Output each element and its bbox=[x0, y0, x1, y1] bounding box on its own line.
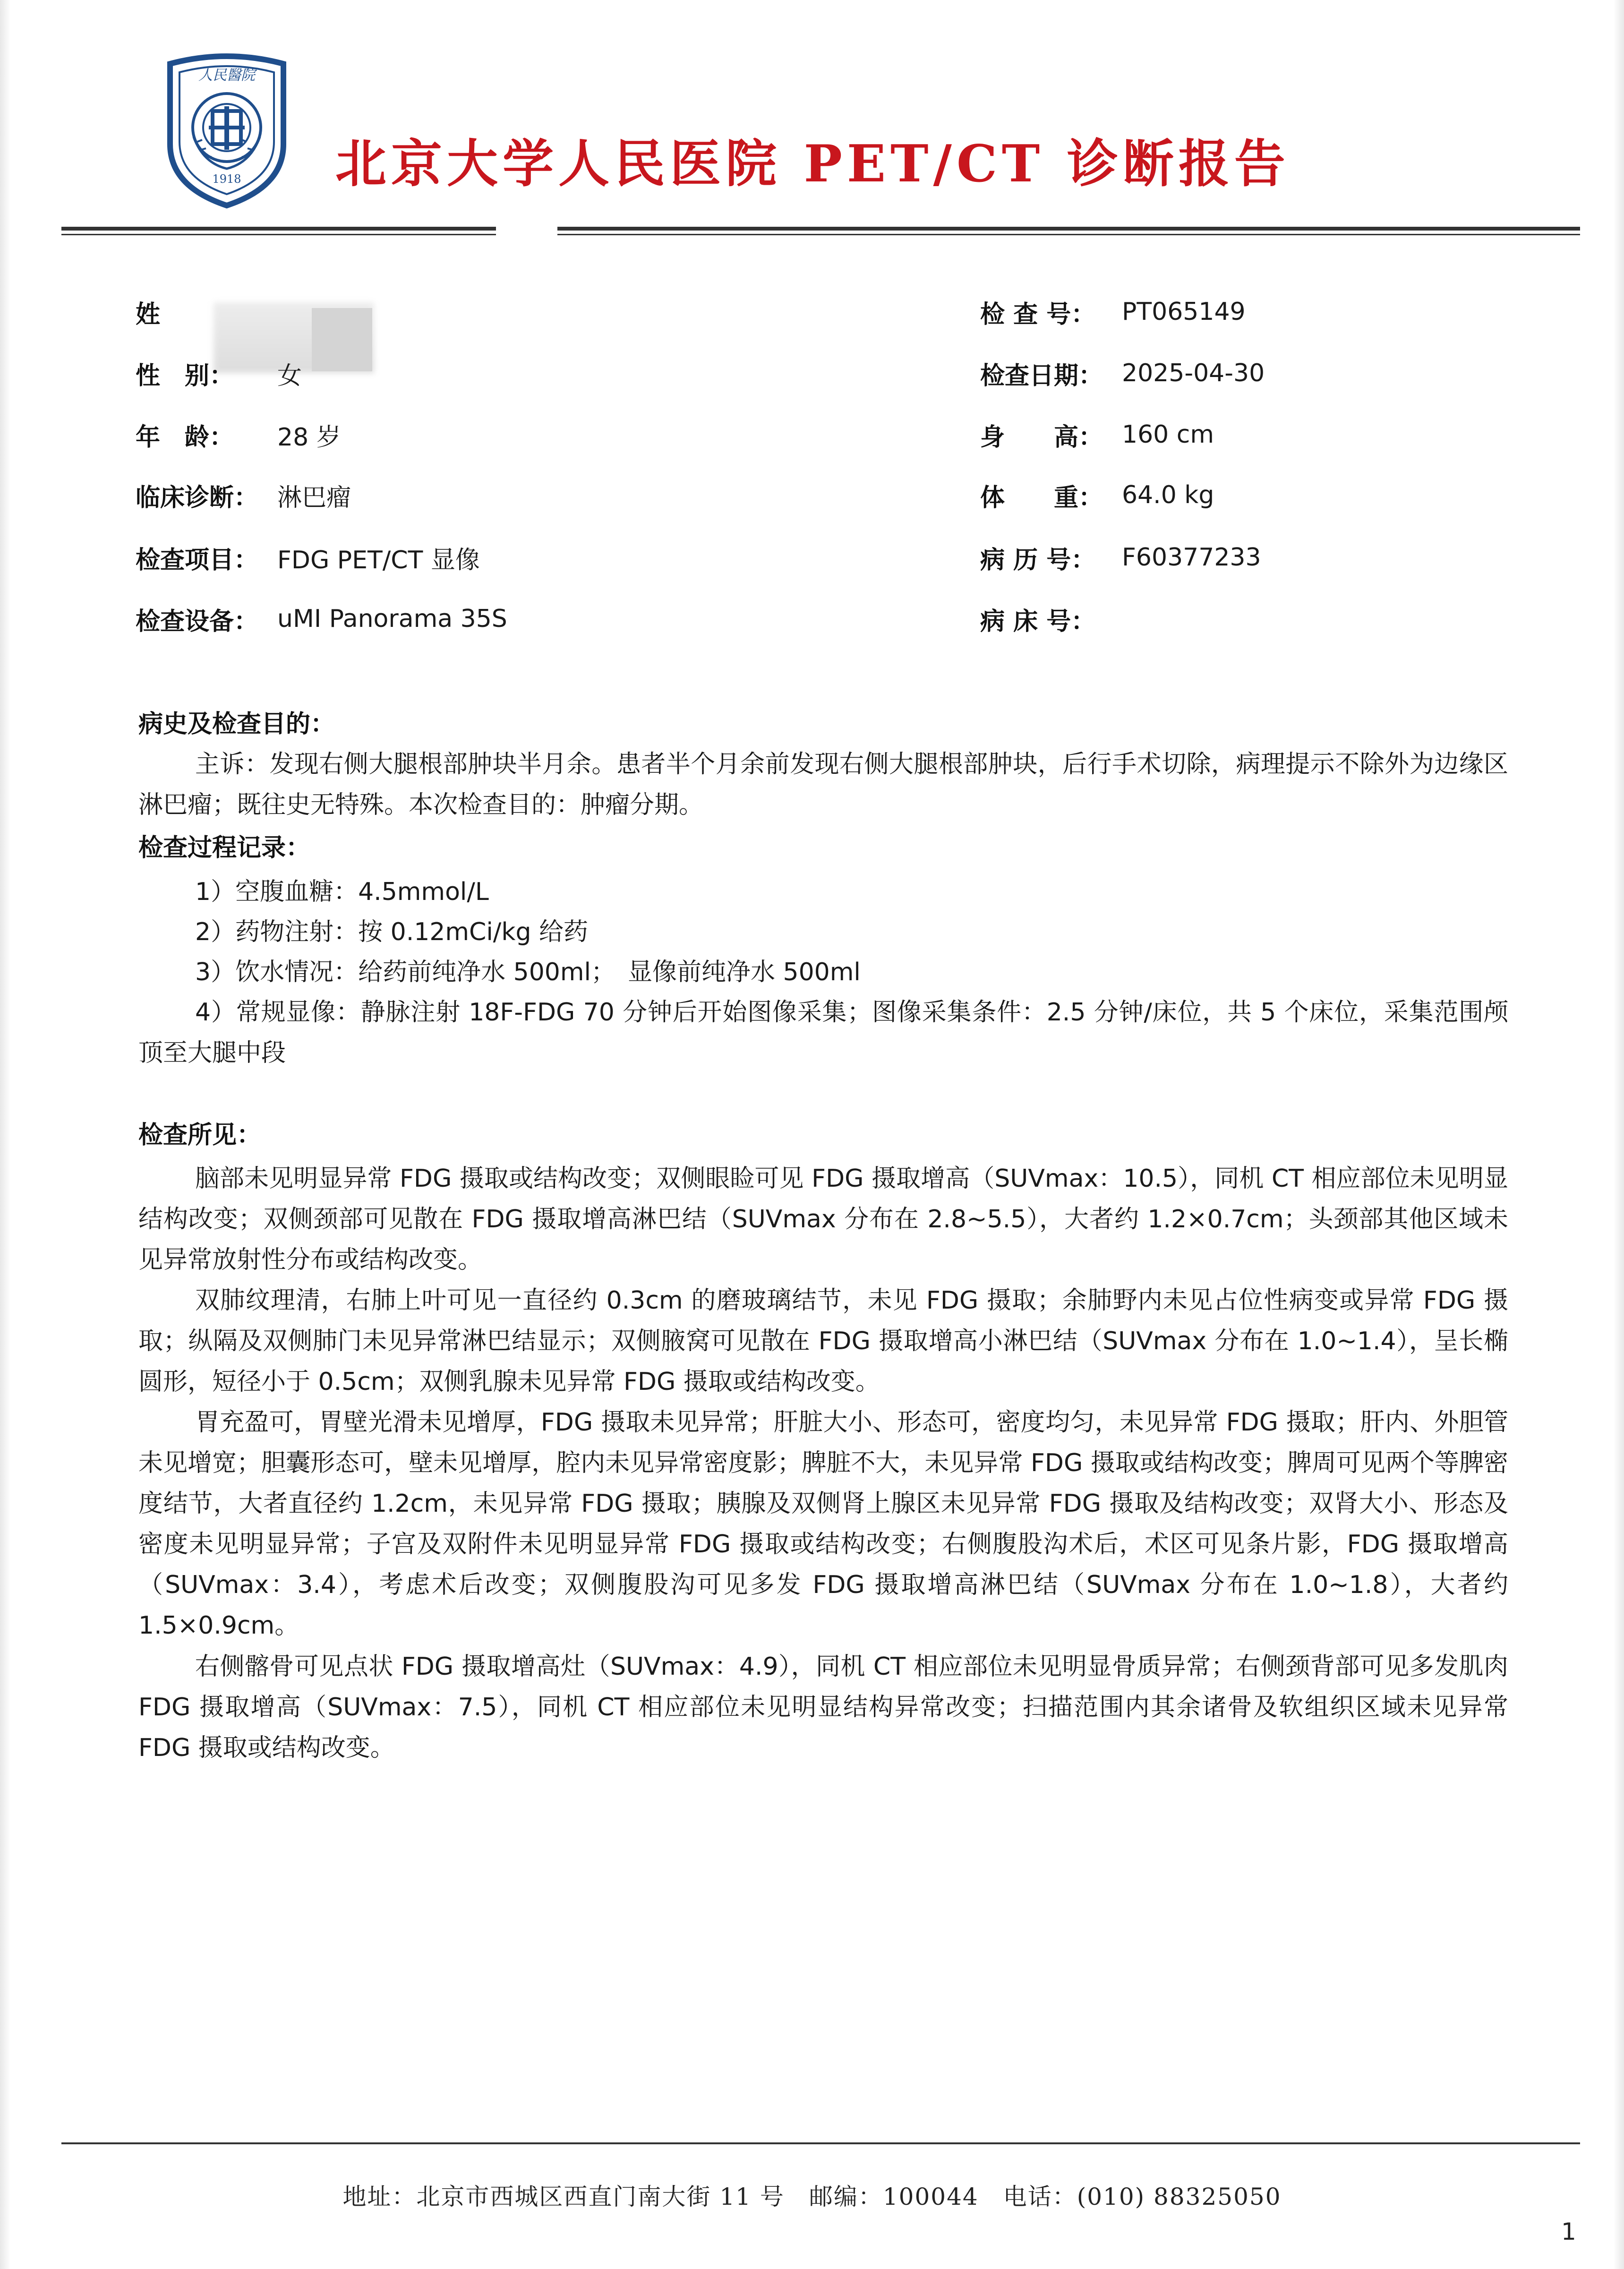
header-rule-left bbox=[61, 227, 496, 235]
bed-no-row bbox=[980, 602, 1122, 635]
footer-address: 地址：北京市西城区西直门南大街 11 号 邮编：100044 电话：(010) 88325050 bbox=[342, 2183, 1282, 2210]
exam-no-row bbox=[980, 295, 1246, 328]
seal-year: 1918 bbox=[212, 172, 241, 186]
exam-date-value: 2025-04-30 bbox=[1122, 359, 1265, 387]
procedure-step-1: 1）空腹血糖：4.5mmol/L bbox=[195, 878, 489, 906]
page-number: 1 bbox=[1561, 2218, 1576, 2245]
gender-value: 女 bbox=[277, 361, 302, 390]
gender-row bbox=[136, 357, 302, 390]
diagnosis-value: 淋巴瘤 bbox=[277, 483, 351, 512]
findings-paragraph-4: 右侧髂骨可见点状 FDG 摄取增高灶（SUVmax：4.9），同机 CT 相应部位未见明显骨质异常；右侧颈背部可见多发肌肉 FDG 摄取增高（SUVmax：7.5），同机 CT 相应部位未见明显结构异常改变；扫描范围内其余诸骨及软组织区域未见异常 FDG 摄取或结构改变。 bbox=[138, 1653, 1508, 1762]
device-label: 检查设备： bbox=[136, 607, 259, 636]
record-no-label: 病 历 号： bbox=[980, 546, 1096, 574]
procedure-step-2: 2）药物注射：按 0.12mCi/kg 给药 bbox=[195, 918, 588, 946]
age-value: 28 岁 bbox=[277, 423, 341, 452]
exam-no-label: 检 查 号： bbox=[980, 300, 1096, 329]
exam-item-value: FDG PET/CT 显像 bbox=[277, 546, 480, 574]
history-text: 主诉：发现右侧大腿根部肿块半月余。患者半个月余前发现右侧大腿根部肿块，后行手术切除，病理提示不除外为边缘区淋巴瘤；既往史无特殊。本次检查目的：肿瘤分期。 bbox=[138, 750, 1508, 819]
scan-edge-right bbox=[1614, 0, 1624, 2269]
exam-item-label: 检查项目： bbox=[136, 546, 259, 574]
findings-paragraph-3: 胃充盈可，胃壁光滑未见增厚，FDG 摄取未见异常；肝脏大小、形态可，密度均匀，未见异常 FDG 摄取；肝内、外胆管未见增宽；胆囊形态可，壁未见增厚，腔内未见异常密度影；脾脏不大，未见异常 FDG 摄取或结构改变；脾周可见两个等脾密度结节，大者直径约 1.2cm，未见异常 FDG 摄取；胰腺及双侧肾上腺区未见异常 FDG 摄取及结构改变；双肾大小、形态及密度未见明显异常；子宫及双附件未见明显异常 FDG 摄取或结构改变；右侧腹股沟术后，术区可见条片影，FDG 摄取增高（SUVmax：3.4），考虑术后改变；双侧腹股沟可见多发 FDG 摄取增高淋巴结（SUVmax 分布在 1.0~1.8），大者约 1.5×0.9cm。 bbox=[138, 1408, 1508, 1640]
weight-value: 64.0 kg bbox=[1122, 481, 1214, 509]
exam-date-label: 检查日期： bbox=[980, 361, 1103, 390]
procedure-step-3: 3）饮水情况：给药前纯净水 500ml； 显像前纯净水 500ml bbox=[195, 958, 861, 986]
procedure-heading: 检查过程记录： bbox=[138, 834, 311, 862]
footer-rule bbox=[61, 2142, 1580, 2144]
device-row bbox=[136, 602, 507, 635]
redacted-name-block bbox=[312, 308, 372, 371]
age-label: 年 龄： bbox=[136, 423, 234, 452]
procedure-step-4: 4）常规显像：静脉注射 18F-FDG 70 分钟后开始图像采集；图像采集条件：2.5 分钟/床位，共 5 个床位，采集范围颅顶至大腿中段 bbox=[138, 998, 1508, 1067]
weight-row bbox=[980, 479, 1214, 512]
height-label: 身 高： bbox=[980, 423, 1103, 452]
exam-date-row bbox=[980, 357, 1265, 390]
findings-paragraph-2: 双肺纹理清，右肺上叶可见一直径约 0.3cm 的磨玻璃结节，未见 FDG 摄取；余肺野内未见占位性病变或异常 FDG 摄取；纵隔及双侧肺门未见异常淋巴结显示；双侧腋窝可见散在 FDG 摄取增高小淋巴结（SUVmax 分布在 1.0~1.4），呈长椭圆形，短径小于 0.5cm；双侧乳腺未见异常 FDG 摄取或结构改变。 bbox=[138, 1286, 1508, 1396]
exam-item-row bbox=[136, 541, 480, 574]
bed-no-label: 病 床 号： bbox=[980, 607, 1096, 636]
seal-top-text: 人民醫院 bbox=[198, 67, 255, 84]
height-row bbox=[980, 418, 1214, 451]
findings-heading: 检查所见： bbox=[138, 1121, 262, 1149]
height-value: 160 cm bbox=[1122, 420, 1214, 449]
diagnosis-label: 临床诊断： bbox=[136, 483, 259, 512]
gender-label: 性 别： bbox=[136, 361, 234, 390]
scan-edge-left bbox=[0, 0, 10, 2269]
exam-no-value: PT065149 bbox=[1122, 298, 1246, 326]
record-no-value: F60377233 bbox=[1122, 543, 1261, 572]
history-heading: 病史及检查目的： bbox=[138, 710, 335, 738]
record-no-row bbox=[980, 541, 1261, 574]
device-value: uMI Panorama 35S bbox=[277, 605, 507, 633]
findings-paragraph-1: 脑部未见明显异常 FDG 摄取或结构改变；双侧眼睑可见 FDG 摄取增高（SUVmax：10.5），同机 CT 相应部位未见明显结构改变；双侧颈部可见散在 FDG 摄取增高淋巴结（SUVmax 分布在 2.8~5.5），大者约 1.2×0.7cm；头颈部其他区域未见异常放射性分布或结构改变。 bbox=[138, 1164, 1508, 1274]
age-row bbox=[136, 418, 341, 451]
hospital-seal-icon bbox=[156, 45, 298, 210]
name-label: 姓 bbox=[136, 300, 161, 329]
report-title: 北京大学人民医院 PET/CT 诊断报告 bbox=[335, 134, 1290, 194]
diagnosis-row bbox=[136, 479, 351, 512]
header-rule-right bbox=[557, 227, 1580, 235]
weight-label: 体 重： bbox=[980, 483, 1103, 512]
